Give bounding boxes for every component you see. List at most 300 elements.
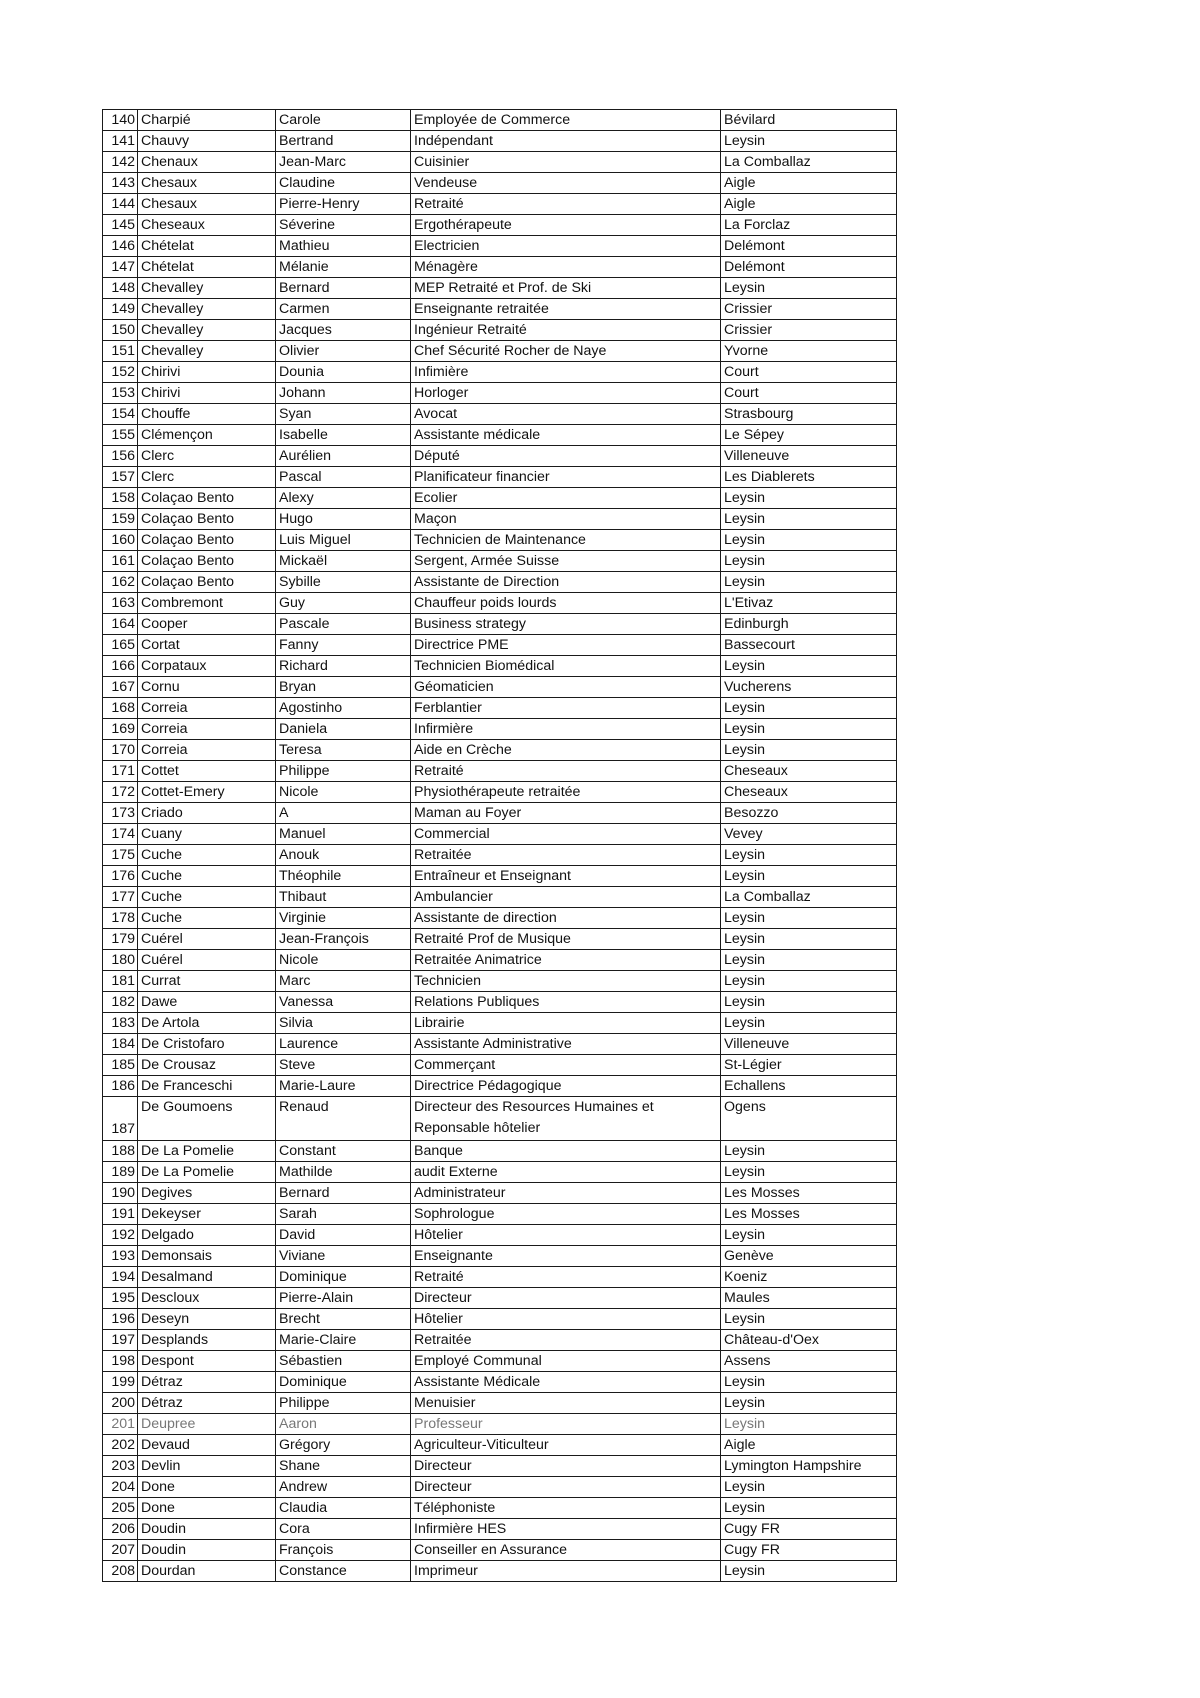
table-row (103, 1076, 897, 1097)
first-name-cell: Grégory (276, 1435, 411, 1456)
occupation-cell: Planificateur financier (411, 467, 721, 488)
first-name-cell: Dounia (276, 362, 411, 383)
row-number-cell: 195 (103, 1288, 138, 1309)
first-name-cell: Jacques (276, 320, 411, 341)
table-row (103, 1183, 897, 1204)
row-number-cell: 160 (103, 530, 138, 551)
first-name-cell: Andrew (276, 1477, 411, 1498)
first-name-cell: Aurélien (276, 446, 411, 467)
locality-cell: Bévilard (721, 110, 897, 131)
locality-cell: Leysin (721, 1477, 897, 1498)
first-name-cell: Hugo (276, 509, 411, 530)
occupation-cell: Avocat (411, 404, 721, 425)
occupation-cell: Enseignante retraitée (411, 299, 721, 320)
last-name-cell: Chevalley (138, 320, 276, 341)
occupation-cell: Téléphoniste (411, 1498, 721, 1519)
last-name-cell: De Cristofaro (138, 1034, 276, 1055)
locality-cell: Leysin (721, 719, 897, 740)
table-row (103, 1351, 897, 1372)
table-row (103, 467, 897, 488)
table-row (103, 929, 897, 950)
table-row (103, 194, 897, 215)
first-name-cell: Virginie (276, 908, 411, 929)
last-name-cell: Correia (138, 698, 276, 719)
occupation-cell: Enseignante (411, 1246, 721, 1267)
last-name-cell: Corpataux (138, 656, 276, 677)
first-name-cell: Bernard (276, 1183, 411, 1204)
row-number-cell: 148 (103, 278, 138, 299)
row-number-cell: 155 (103, 425, 138, 446)
occupation-cell: Maman au Foyer (411, 803, 721, 824)
table-row (103, 1561, 897, 1582)
occupation-cell: Directrice PME (411, 635, 721, 656)
table-row (103, 824, 897, 845)
table-row (103, 131, 897, 152)
row-number-cell: 203 (103, 1456, 138, 1477)
last-name-cell: Cuche (138, 866, 276, 887)
locality-cell: Leysin (721, 908, 897, 929)
member-list-table (102, 109, 897, 1582)
first-name-cell: Alexy (276, 488, 411, 509)
locality-cell: La Comballaz (721, 887, 897, 908)
locality-cell: Villeneuve (721, 1034, 897, 1055)
row-number-cell: 157 (103, 467, 138, 488)
row-number-cell: 176 (103, 866, 138, 887)
row-number-cell: 187 (103, 1097, 138, 1141)
last-name-cell: Clémençon (138, 425, 276, 446)
occupation-cell: Directeur (411, 1288, 721, 1309)
last-name-cell: Clerc (138, 467, 276, 488)
locality-cell: Aigle (721, 194, 897, 215)
row-number-cell: 165 (103, 635, 138, 656)
first-name-cell: Richard (276, 656, 411, 677)
last-name-cell: De Crousaz (138, 1055, 276, 1076)
first-name-cell: Bertrand (276, 131, 411, 152)
locality-cell: L'Etivaz (721, 593, 897, 614)
locality-cell: Leysin (721, 929, 897, 950)
first-name-cell: Brecht (276, 1309, 411, 1330)
occupation-cell: Assistante Administrative (411, 1034, 721, 1055)
row-number-cell: 179 (103, 929, 138, 950)
first-name-cell: Sarah (276, 1204, 411, 1225)
occupation-cell: Ferblantier (411, 698, 721, 719)
locality-cell: Aigle (721, 173, 897, 194)
last-name-cell: Cooper (138, 614, 276, 635)
first-name-cell: Claudia (276, 1498, 411, 1519)
last-name-cell: Correia (138, 719, 276, 740)
row-number-cell: 183 (103, 1013, 138, 1034)
locality-cell: Leysin (721, 1162, 897, 1183)
occupation-cell: Chef Sécurité Rocher de Naye (411, 341, 721, 362)
last-name-cell: Currat (138, 971, 276, 992)
row-number-cell: 143 (103, 173, 138, 194)
row-number-cell: 192 (103, 1225, 138, 1246)
occupation-cell: Directeur (411, 1477, 721, 1498)
table-row (103, 1477, 897, 1498)
row-number-cell: 202 (103, 1435, 138, 1456)
locality-cell: Leysin (721, 971, 897, 992)
row-number-cell: 153 (103, 383, 138, 404)
locality-cell: Leysin (721, 698, 897, 719)
locality-cell: Leysin (721, 845, 897, 866)
locality-cell: Crissier (721, 320, 897, 341)
first-name-cell: A (276, 803, 411, 824)
row-number-cell: 206 (103, 1519, 138, 1540)
first-name-cell: Marc (276, 971, 411, 992)
last-name-cell: Devlin (138, 1456, 276, 1477)
first-name-cell: Olivier (276, 341, 411, 362)
locality-cell: Cugy FR (721, 1519, 897, 1540)
table-row (103, 1498, 897, 1519)
locality-cell: Leysin (721, 1561, 897, 1582)
locality-cell: Maules (721, 1288, 897, 1309)
occupation-cell: Géomaticien (411, 677, 721, 698)
table-row (103, 656, 897, 677)
table-row (103, 1519, 897, 1540)
first-name-cell: Anouk (276, 845, 411, 866)
locality-cell: Leysin (721, 1372, 897, 1393)
table-row (103, 1013, 897, 1034)
locality-cell: Cheseaux (721, 761, 897, 782)
row-number-cell: 140 (103, 110, 138, 131)
last-name-cell: Chirivi (138, 362, 276, 383)
occupation-cell: Employée de Commerce (411, 110, 721, 131)
occupation-cell: Sergent, Armée Suisse (411, 551, 721, 572)
last-name-cell: Descloux (138, 1288, 276, 1309)
occupation-cell: Retraité (411, 761, 721, 782)
locality-cell: Leysin (721, 1498, 897, 1519)
row-number-cell: 198 (103, 1351, 138, 1372)
locality-cell: Crissier (721, 299, 897, 320)
last-name-cell: Détraz (138, 1372, 276, 1393)
first-name-cell: Thibaut (276, 887, 411, 908)
occupation-cell: Relations Publiques (411, 992, 721, 1013)
last-name-cell: Détraz (138, 1393, 276, 1414)
table-row (103, 1141, 897, 1162)
row-number-cell: 182 (103, 992, 138, 1013)
occupation-cell: Retraité Prof de Musique (411, 929, 721, 950)
last-name-cell: De Goumoens (138, 1097, 276, 1141)
table-row (103, 257, 897, 278)
occupation-cell: Hôtelier (411, 1225, 721, 1246)
occupation-cell: Business strategy (411, 614, 721, 635)
first-name-cell: Vanessa (276, 992, 411, 1013)
occupation-cell: Ecolier (411, 488, 721, 509)
last-name-cell: Chauvy (138, 131, 276, 152)
last-name-cell: Done (138, 1498, 276, 1519)
table-row (103, 971, 897, 992)
last-name-cell: Deseyn (138, 1309, 276, 1330)
locality-cell: Lymington Hampshire (721, 1456, 897, 1477)
last-name-cell: Criado (138, 803, 276, 824)
last-name-cell: De Artola (138, 1013, 276, 1034)
first-name-cell: Manuel (276, 824, 411, 845)
occupation-cell: Vendeuse (411, 173, 721, 194)
occupation-cell: Horloger (411, 383, 721, 404)
first-name-cell: Aaron (276, 1414, 411, 1435)
last-name-cell: Devaud (138, 1435, 276, 1456)
first-name-cell: Teresa (276, 740, 411, 761)
locality-cell: Leysin (721, 530, 897, 551)
row-number-cell: 150 (103, 320, 138, 341)
table-row (103, 530, 897, 551)
occupation-cell: Infimière (411, 362, 721, 383)
row-number-cell: 205 (103, 1498, 138, 1519)
table-row (103, 236, 897, 257)
occupation-cell: Retraitée (411, 1330, 721, 1351)
table-row (103, 1309, 897, 1330)
locality-cell: Leysin (721, 1141, 897, 1162)
table-row (103, 845, 897, 866)
table-row (103, 1055, 897, 1076)
occupation-cell: Ménagère (411, 257, 721, 278)
first-name-cell: Dominique (276, 1372, 411, 1393)
row-number-cell: 147 (103, 257, 138, 278)
last-name-cell: Combremont (138, 593, 276, 614)
locality-cell: Villeneuve (721, 446, 897, 467)
row-number-cell: 141 (103, 131, 138, 152)
row-number-cell: 161 (103, 551, 138, 572)
first-name-cell: Sébastien (276, 1351, 411, 1372)
row-number-cell: 189 (103, 1162, 138, 1183)
locality-cell: St-Légier (721, 1055, 897, 1076)
row-number-cell: 152 (103, 362, 138, 383)
row-number-cell: 194 (103, 1267, 138, 1288)
first-name-cell: François (276, 1540, 411, 1561)
locality-cell: Court (721, 383, 897, 404)
first-name-cell: Agostinho (276, 698, 411, 719)
locality-cell: Leysin (721, 950, 897, 971)
row-number-cell: 178 (103, 908, 138, 929)
last-name-cell: Cheseaux (138, 215, 276, 236)
locality-cell: Leysin (721, 656, 897, 677)
member-list-body (103, 110, 897, 1582)
table-row (103, 719, 897, 740)
table-row (103, 425, 897, 446)
table-row (103, 299, 897, 320)
first-name-cell: Dominique (276, 1267, 411, 1288)
occupation-cell: Retraitée (411, 845, 721, 866)
locality-cell: Cugy FR (721, 1540, 897, 1561)
locality-cell: Leysin (721, 1393, 897, 1414)
row-number-cell: 156 (103, 446, 138, 467)
occupation-cell: Directrice Pédagogique (411, 1076, 721, 1097)
last-name-cell: Deupree (138, 1414, 276, 1435)
table-row (103, 1435, 897, 1456)
occupation-cell: Maçon (411, 509, 721, 530)
first-name-cell: Marie-Laure (276, 1076, 411, 1097)
table-row (103, 362, 897, 383)
table-row (103, 1246, 897, 1267)
first-name-cell: Philippe (276, 1393, 411, 1414)
locality-cell: Leysin (721, 131, 897, 152)
last-name-cell: Charpié (138, 110, 276, 131)
occupation-cell: Technicien Biomédical (411, 656, 721, 677)
first-name-cell: Constant (276, 1141, 411, 1162)
row-number-cell: 151 (103, 341, 138, 362)
row-number-cell: 196 (103, 1309, 138, 1330)
last-name-cell: Correia (138, 740, 276, 761)
row-number-cell: 200 (103, 1393, 138, 1414)
table-row (103, 404, 897, 425)
first-name-cell: Johann (276, 383, 411, 404)
last-name-cell: Colaçao Bento (138, 509, 276, 530)
last-name-cell: Doudin (138, 1519, 276, 1540)
locality-cell: Vevey (721, 824, 897, 845)
occupation-cell: audit Externe (411, 1162, 721, 1183)
last-name-cell: Dawe (138, 992, 276, 1013)
last-name-cell: Cuérel (138, 929, 276, 950)
last-name-cell: Delgado (138, 1225, 276, 1246)
table-row (103, 866, 897, 887)
table-row (103, 908, 897, 929)
occupation-cell: Indépendant (411, 131, 721, 152)
first-name-cell: Séverine (276, 215, 411, 236)
row-number-cell: 166 (103, 656, 138, 677)
first-name-cell: Pierre-Alain (276, 1288, 411, 1309)
occupation-cell: Technicien de Maintenance (411, 530, 721, 551)
occupation-cell: Conseiller en Assurance (411, 1540, 721, 1561)
row-number-cell: 142 (103, 152, 138, 173)
first-name-cell: Pierre-Henry (276, 194, 411, 215)
last-name-cell: Clerc (138, 446, 276, 467)
first-name-cell: Constance (276, 1561, 411, 1582)
row-number-cell: 164 (103, 614, 138, 635)
last-name-cell: Colaçao Bento (138, 572, 276, 593)
first-name-cell: Isabelle (276, 425, 411, 446)
occupation-cell: Agriculteur-Viticulteur (411, 1435, 721, 1456)
occupation-cell: Infirmière HES (411, 1519, 721, 1540)
locality-cell: Edinburgh (721, 614, 897, 635)
table-row (103, 698, 897, 719)
first-name-cell: Mélanie (276, 257, 411, 278)
locality-cell: Besozzo (721, 803, 897, 824)
first-name-cell: Marie-Claire (276, 1330, 411, 1351)
first-name-cell: Carole (276, 110, 411, 131)
row-number-cell: 181 (103, 971, 138, 992)
table-row (103, 215, 897, 236)
row-number-cell: 171 (103, 761, 138, 782)
last-name-cell: Chételat (138, 236, 276, 257)
occupation-cell: Technicien (411, 971, 721, 992)
row-number-cell: 159 (103, 509, 138, 530)
last-name-cell: Colaçao Bento (138, 551, 276, 572)
occupation-cell: Aide en Crèche (411, 740, 721, 761)
occupation-cell: Commercial (411, 824, 721, 845)
locality-cell: Delémont (721, 236, 897, 257)
locality-cell: Strasbourg (721, 404, 897, 425)
row-number-cell: 186 (103, 1076, 138, 1097)
table-row (103, 593, 897, 614)
first-name-cell: David (276, 1225, 411, 1246)
occupation-cell: Chauffeur poids lourds (411, 593, 721, 614)
first-name-cell: Daniela (276, 719, 411, 740)
row-number-cell: 168 (103, 698, 138, 719)
locality-cell: Leysin (721, 740, 897, 761)
table-row (103, 677, 897, 698)
row-number-cell: 207 (103, 1540, 138, 1561)
occupation-cell: Imprimeur (411, 1561, 721, 1582)
first-name-cell: Guy (276, 593, 411, 614)
table-row (103, 803, 897, 824)
row-number-cell: 180 (103, 950, 138, 971)
first-name-cell: Steve (276, 1055, 411, 1076)
row-number-cell: 173 (103, 803, 138, 824)
locality-cell: Leysin (721, 1013, 897, 1034)
row-number-cell: 191 (103, 1204, 138, 1225)
occupation-cell: Administrateur (411, 1183, 721, 1204)
first-name-cell: Philippe (276, 761, 411, 782)
first-name-cell: Théophile (276, 866, 411, 887)
last-name-cell: Desplands (138, 1330, 276, 1351)
first-name-cell: Fanny (276, 635, 411, 656)
row-number-cell: 172 (103, 782, 138, 803)
last-name-cell: Chevalley (138, 299, 276, 320)
table-row (103, 551, 897, 572)
last-name-cell: Chirivi (138, 383, 276, 404)
first-name-cell: Shane (276, 1456, 411, 1477)
table-row (103, 1288, 897, 1309)
occupation-cell: Commerçant (411, 1055, 721, 1076)
first-name-cell: Jean-François (276, 929, 411, 950)
table-row (103, 1540, 897, 1561)
occupation-cell: Cuisinier (411, 152, 721, 173)
occupation-cell: Professeur (411, 1414, 721, 1435)
table-row (103, 761, 897, 782)
row-number-cell: 144 (103, 194, 138, 215)
occupation-cell: MEP Retraité et Prof. de Ski (411, 278, 721, 299)
row-number-cell: 175 (103, 845, 138, 866)
row-number-cell: 184 (103, 1034, 138, 1055)
locality-cell: Les Mosses (721, 1183, 897, 1204)
table-row (103, 614, 897, 635)
first-name-cell: Syan (276, 404, 411, 425)
table-row (103, 887, 897, 908)
table-row (103, 1414, 897, 1435)
last-name-cell: Chenaux (138, 152, 276, 173)
last-name-cell: Degives (138, 1183, 276, 1204)
locality-cell: La Comballaz (721, 152, 897, 173)
locality-cell: Vucherens (721, 677, 897, 698)
row-number-cell: 188 (103, 1141, 138, 1162)
table-row (103, 341, 897, 362)
locality-cell: Château-d'Oex (721, 1330, 897, 1351)
last-name-cell: De La Pomelie (138, 1162, 276, 1183)
last-name-cell: Colaçao Bento (138, 530, 276, 551)
first-name-cell: Viviane (276, 1246, 411, 1267)
row-number-cell: 193 (103, 1246, 138, 1267)
last-name-cell: Cuérel (138, 950, 276, 971)
locality-cell: Cheseaux (721, 782, 897, 803)
first-name-cell: Jean-Marc (276, 152, 411, 173)
last-name-cell: Chevalley (138, 278, 276, 299)
table-row (103, 1393, 897, 1414)
last-name-cell: Doudin (138, 1540, 276, 1561)
locality-cell: Court (721, 362, 897, 383)
first-name-cell: Mathilde (276, 1162, 411, 1183)
locality-cell: Leysin (721, 509, 897, 530)
locality-cell: Koeniz (721, 1267, 897, 1288)
first-name-cell: Bernard (276, 278, 411, 299)
locality-cell: Leysin (721, 1414, 897, 1435)
row-number-cell: 146 (103, 236, 138, 257)
locality-cell: Echallens (721, 1076, 897, 1097)
locality-cell: Leysin (721, 278, 897, 299)
row-number-cell: 162 (103, 572, 138, 593)
row-number-cell: 149 (103, 299, 138, 320)
table-row (103, 740, 897, 761)
first-name-cell: Nicole (276, 782, 411, 803)
